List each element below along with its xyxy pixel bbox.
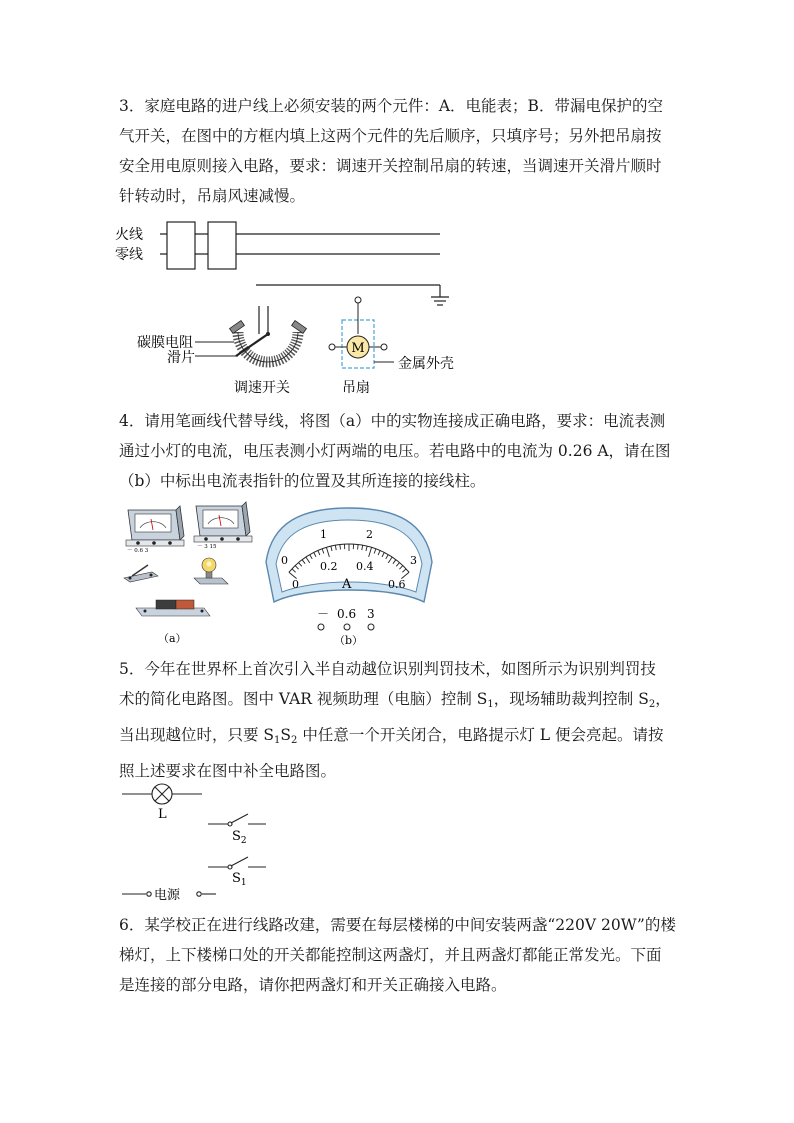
question-4-text [119, 406, 679, 496]
terminal-neg[interactable] [318, 624, 324, 630]
terminal-3-label: 3 [367, 607, 375, 621]
household-circuit-figure [110, 212, 470, 398]
ammeter-terminals: － 0.6 3 [127, 548, 149, 554]
terminal-06-label: 0.6 [337, 607, 357, 621]
q3-line-1: 3．家庭电路的进户线上必须安装的两个元件：A．电能表；B．带漏电保护的空 [119, 97, 663, 115]
dial-tick [340, 545, 341, 550]
carbon-resistor-label: 碳膜电阻 [137, 335, 193, 351]
s1-label: $S_1$ [232, 871, 247, 888]
power-label: 电源 [154, 888, 181, 903]
unit-label: A [342, 577, 352, 592]
metal-shell-label: 金属外壳 [398, 356, 454, 372]
dial-tick [358, 545, 359, 550]
fan-label: 吊扇 [342, 380, 370, 396]
ammeter-device[interactable] [126, 506, 184, 546]
q5-line-2: 术的简化电路图。图中 VAR 视频助理（电脑）控制 $S_1$，现场辅助裁判控制 $S_2$， [119, 690, 671, 710]
upper-scale-3: 3 [410, 554, 417, 567]
q3-line-4: 针转动时，吊扇风速减慢。 [119, 187, 306, 205]
lamp-label: L [158, 807, 167, 822]
q6-line-2: 梯灯，上下楼梯口处的开关都能控制这两盏灯，并且两盏灯都能正常发光。下面 [119, 946, 662, 964]
terminal-neg-label: － [317, 607, 330, 621]
ceiling-fan [329, 297, 394, 368]
voltmeter-terminals: － 3 15 [197, 544, 217, 550]
q5-line-3: 当出现越位时，只要 $S_1S_2$ 中任意一个开关闭合，电路提示灯 L 便会亮起。请按 [119, 726, 664, 746]
s2-label: $S_2$ [232, 829, 247, 846]
knife-switch[interactable] [124, 565, 158, 582]
switch-s1[interactable] [231, 857, 248, 866]
q6-line-1: 6．某学校正在进行线路改建，需要在每层楼梯的中间安装两盏“220V 20W”的楼 [119, 916, 676, 934]
component-box-2[interactable] [208, 222, 236, 269]
q4-line-2: 通过小灯的电流，电压表测小灯两端的电压。若电路中的电流为 0.26 A，请在图 [119, 442, 671, 460]
voltmeter-device[interactable] [194, 502, 252, 542]
switch-s2[interactable] [231, 814, 248, 823]
question-6-text [119, 910, 679, 1000]
q4-line-1: 4．请用笔画线代替导线，将图（a）中的实物连接成正确电路，要求：电流表测 [119, 412, 666, 430]
question-3-text [119, 91, 679, 211]
question-5-text [119, 654, 679, 786]
lower-scale-1: 0.2 [320, 560, 338, 573]
upper-scale-0: 0 [281, 554, 288, 567]
motor-label: M [351, 341, 365, 356]
neutral-wire-label: 零线 [115, 247, 143, 263]
q3-line-2: 气开关，在图中的方框内填上这两个元件的先后顺序，只填序号；另外把吊扇按 [119, 127, 662, 145]
lower-scale-3: 0.6 [388, 578, 406, 591]
ammeter-dial-figure [258, 502, 440, 648]
figure-b-label: （b） [334, 634, 364, 647]
figure-a-apparatus [118, 500, 258, 648]
terminal-3[interactable] [368, 624, 374, 630]
slider-label: 滑片 [167, 350, 195, 366]
battery-device[interactable] [136, 600, 210, 616]
live-wire-label: 火线 [115, 227, 143, 243]
terminal-06[interactable] [344, 624, 350, 630]
upper-scale-2: 2 [366, 528, 373, 541]
component-box-1[interactable] [167, 222, 195, 269]
q6-line-3: 是连接的部分电路，请你把两盏灯和开关正确接入电路。 [119, 976, 507, 994]
bulb-device[interactable] [194, 558, 228, 584]
speed-switch-label: 调速开关 [234, 380, 290, 396]
lower-scale-2: 0.4 [356, 560, 374, 573]
offside-circuit-figure [118, 778, 318, 906]
q4-line-3: （b）中标出电流表指针的位置及其所连接的接线柱。 [119, 472, 486, 490]
q3-line-3: 安全用电原则接入电路，要求：调速开关控制吊扇的转速，当调速开关滑片顺时 [119, 157, 662, 175]
figure-a-label: （a） [158, 632, 187, 645]
speed-switch [195, 306, 306, 362]
upper-scale-1: 1 [320, 528, 327, 541]
q5-line-4: 照上述要求在图中补全电路图。 [119, 762, 337, 780]
lower-scale-0: 0 [292, 578, 299, 591]
q5-line-1: 5．今年在世界杯上首次引入半自动越位识别判罚技术，如图所示为识别判罚技 [119, 660, 656, 678]
